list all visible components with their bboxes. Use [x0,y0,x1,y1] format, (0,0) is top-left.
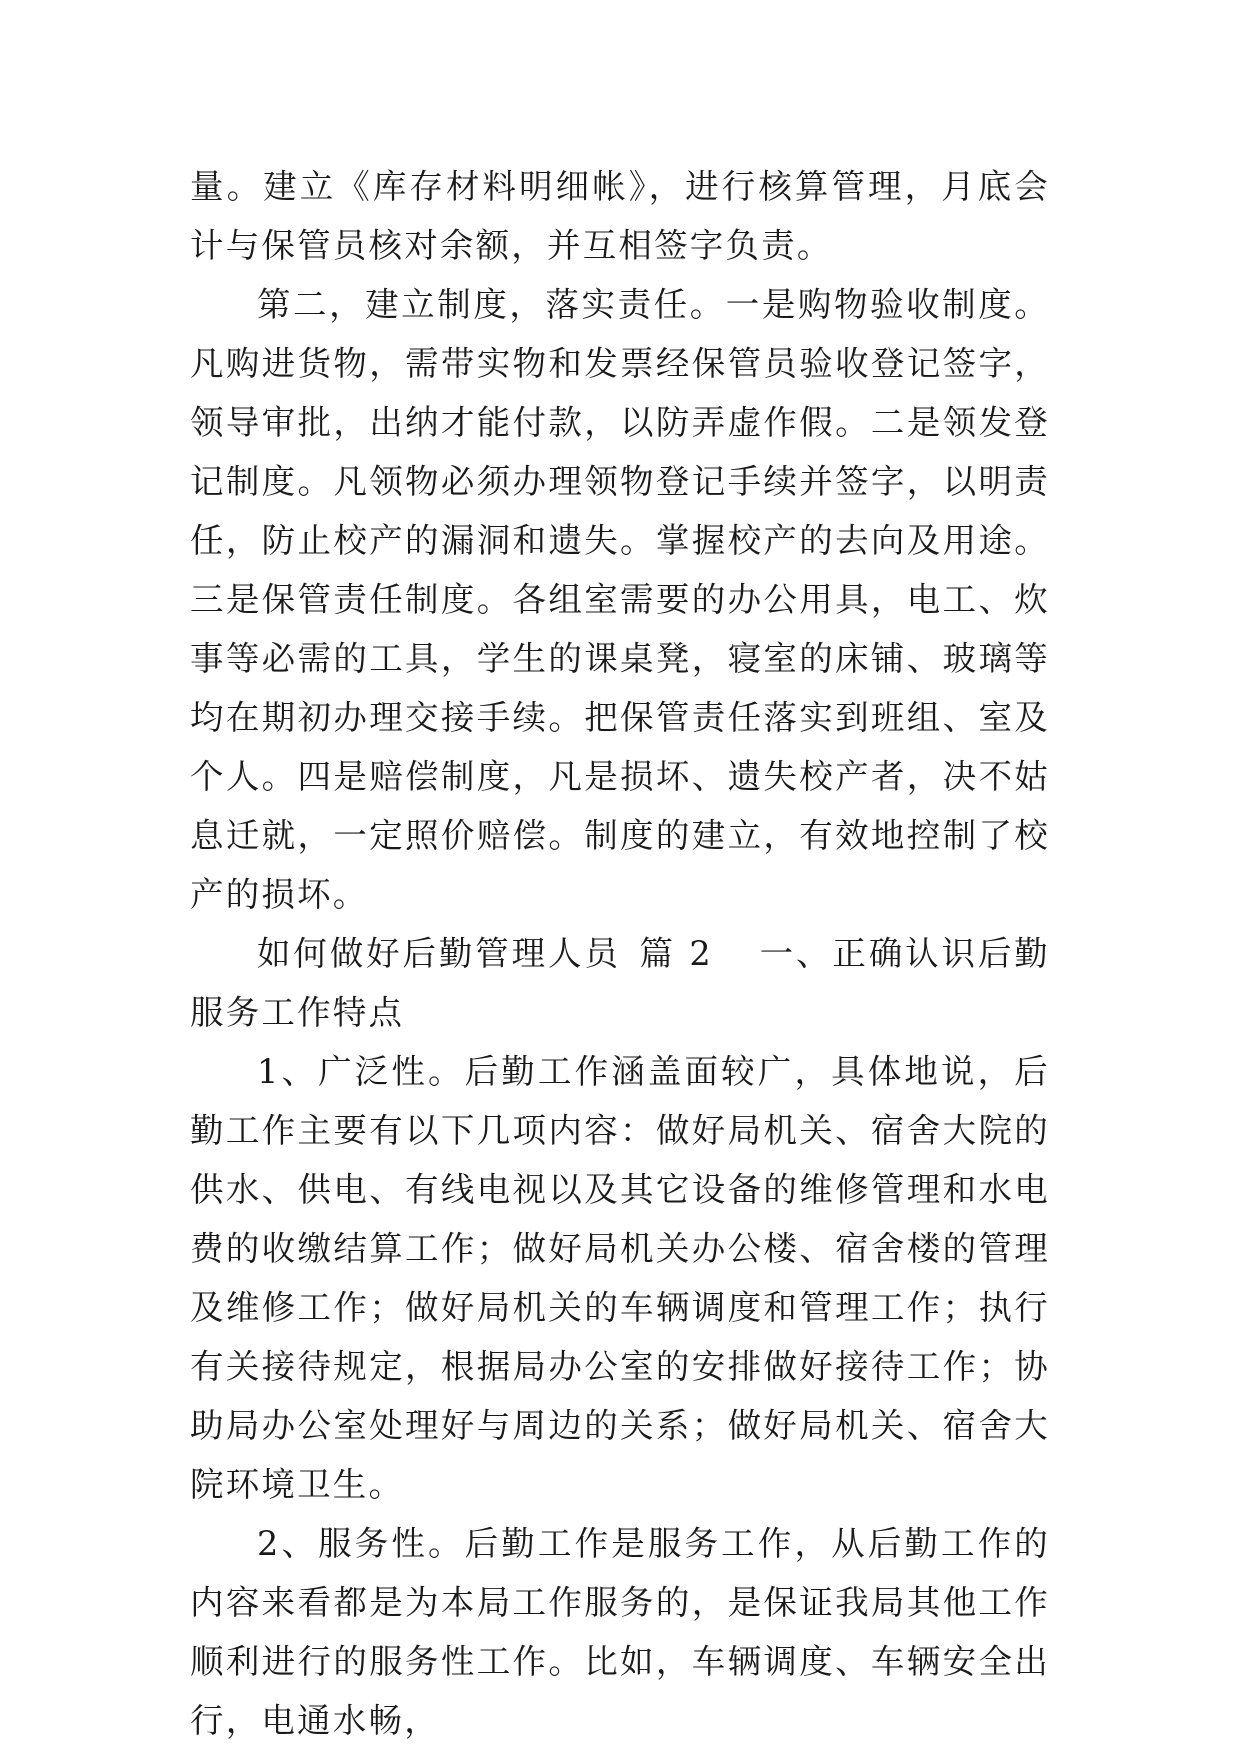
paragraph-service: 2、服务性。后勤工作是服务工作，从后勤工作的内容来看都是为本局工作服务的，是保证我局其他工作顺利进行的服务性工作。比如，车辆调度、车辆安全出行，电通水畅， [190,1524,1050,1740]
document-body [190,157,1050,1750]
paragraph-continuation: 量。建立《库存材料明细帐》，进行核算管理，月底会计与保管员核对余额，并互相签字负责。 [190,167,1050,265]
article-title: 如何做好后勤管理人员 [257,934,621,973]
paragraph-breadth: 1、广泛性。后勤工作涵盖面较广，具体地说，后勤工作主要有以下几项内容：做好局机关、宿舍大院的供水、供电、有线电视以及其它设备的维修管理和水电费的收缴结算工作；做好局机关办公楼、宿舍楼的管理及维修工作；做好局机关的车辆调度和管理工作；执行有关接待规定，根据局办公室的安排做好接待工作；协助局办公室处理好与周边的关系；做好局机关、宿舍大院环境卫生。 [190,1052,1050,1504]
paragraph-system-rules: 第二，建立制度，落实责任。一是购物验收制度。凡购进货物，需带实物和发票经保管员验收登记签字，领导审批，出纳才能付款，以防弄虚作假。二是领发登记制度。凡领物必须办理领物登记手续并签字，以明责任，防止校产的漏洞和遗失。掌握校产的去向及用途。三是保管责任制度。各组室需要的办公用具，电工、炊事等必需的工具，学生的课桌凳，寝室的床铺、玻璃等均在期初办理交接手续。把保管责任落实到班组、室及个人。四是赔偿制度，凡是损坏、遗失校产者，决不姑息迁就，一定照价赔偿。制度的建立，有效地控制了校产的损坏。 [190,285,1050,914]
section-heading-line [190,924,1050,1042]
section-heading: 一、正确认识后勤服务工作特点 [190,934,1050,1032]
section-number: 篇 2 [638,934,713,973]
